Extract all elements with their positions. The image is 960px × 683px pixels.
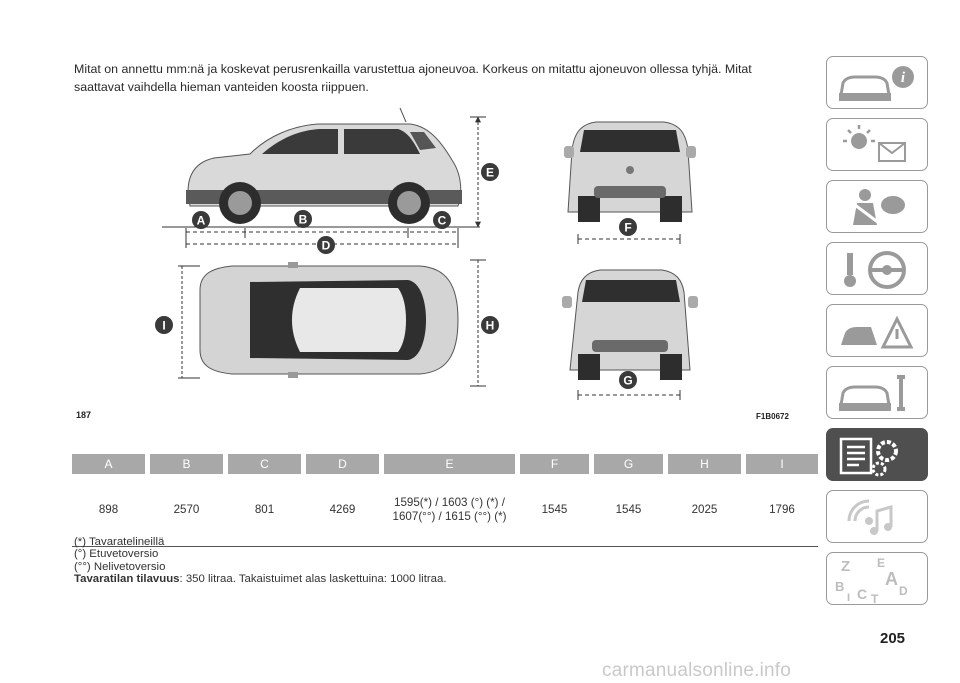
dimensions-header-row (72, 454, 818, 474)
tab-multimedia[interactable] (826, 490, 928, 543)
intro-paragraph: Mitat on annettu mm:nä ja koskevat perusrenkailla varustettua ajoneuvoa. Korkeus on mitattu ajoneuvon ollessa tyhjä. Mitat saattavat vaihdella hieman vanteiden koosta riippuen. (74, 62, 752, 94)
header-cell-f: F (520, 454, 589, 474)
svg-text:B: B (835, 579, 845, 594)
tab-starting-driving[interactable] (826, 242, 928, 295)
technical-data-gears-icon (827, 429, 929, 482)
figure-code: F1B0672 (756, 412, 789, 421)
marker-h (481, 316, 499, 334)
tab-index[interactable] (826, 552, 928, 605)
tab-safety[interactable] (826, 180, 928, 233)
tab-emergency[interactable] (826, 304, 928, 357)
header-cell-d: D (306, 454, 379, 474)
alphabetical-index-icon (827, 553, 929, 606)
svg-text:D: D (899, 584, 908, 598)
multimedia-icon (827, 491, 929, 544)
car-info-icon (827, 57, 929, 110)
value-cell-c: 801 (254, 502, 275, 516)
header-cell-c: C (228, 454, 301, 474)
cargo-capacity-text: : 350 litraa. Takaistuimet alas laskettuina: 1000 litraa. (179, 573, 447, 586)
header-cell-g: G (594, 454, 663, 474)
car-maintenance-wrench-icon (827, 367, 929, 420)
car-top-view (178, 260, 486, 386)
value-cell-h: 2025 (691, 502, 718, 516)
watermark: carmanualsonline.info (602, 660, 792, 681)
tab-technical-data[interactable] (826, 428, 928, 481)
svg-text:G: G (623, 373, 633, 388)
footnote-front-wheel-drive: (°) Etuvetoversio (74, 548, 159, 561)
marker-e (481, 163, 499, 181)
svg-text:F: F (624, 220, 632, 235)
value-cell-i: 1796 (769, 502, 795, 516)
cargo-capacity-label: Tavaratilan tilavuus (74, 573, 180, 586)
header-cell-i: I (746, 454, 818, 474)
footnotes (74, 536, 447, 586)
svg-text:A: A (885, 569, 898, 589)
marker-i (155, 316, 173, 334)
marker-f (619, 218, 637, 236)
marker-a (192, 211, 210, 229)
key-steering-wheel-icon (827, 243, 929, 296)
svg-text:C: C (437, 213, 447, 228)
cargo-capacity-line (74, 573, 447, 585)
svg-text:I: I (162, 318, 166, 333)
svg-text:E: E (485, 165, 495, 180)
marker-c (433, 211, 451, 229)
tab-warning-lights[interactable] (826, 118, 928, 171)
value-cell-f: 1545 (541, 502, 568, 516)
svg-text:T: T (871, 592, 879, 606)
value-cell-a: 898 (98, 502, 119, 516)
marker-d (317, 236, 335, 254)
svg-text:i: i (900, 70, 906, 86)
header-cell-b: B (150, 454, 223, 474)
svg-text:E: E (877, 556, 886, 570)
tab-car-info[interactable] (826, 56, 928, 109)
tab-maintenance[interactable] (826, 366, 928, 419)
marker-b (294, 210, 312, 228)
svg-text:Z: Z (841, 558, 851, 575)
svg-text:I: I (847, 592, 851, 604)
airbag-safety-icon (827, 181, 929, 234)
svg-text:B: B (298, 212, 308, 227)
footnote-roof-rails: (*) Tavaratelineillä (74, 536, 165, 548)
emergency-triangle-icon (827, 305, 929, 358)
figure-number: 187 (76, 410, 92, 420)
footnote-four-wheel-drive: (°°) Nelivetoversio (74, 560, 166, 573)
value-cell-e: 1595(*) / 1603 (°) (*) / 1607(°°) / 1615 (°°) (*) (392, 495, 507, 523)
value-cell-g: 1545 (615, 502, 642, 516)
value-cell-d: 4269 (329, 502, 356, 516)
svg-text:H: H (485, 318, 495, 333)
dimensions-table (72, 454, 818, 547)
header-cell-h: H (668, 454, 741, 474)
svg-text:A: A (196, 213, 206, 228)
value-cell-b: 2570 (173, 502, 200, 516)
header-cell-e: E (384, 454, 515, 474)
svg-text:C: C (857, 586, 868, 602)
marker-g (619, 371, 637, 389)
svg-text:D: D (321, 238, 331, 253)
header-cell-a: A (72, 454, 145, 474)
warning-lights-message-icon (827, 119, 929, 172)
page-number: 205 (880, 630, 906, 647)
